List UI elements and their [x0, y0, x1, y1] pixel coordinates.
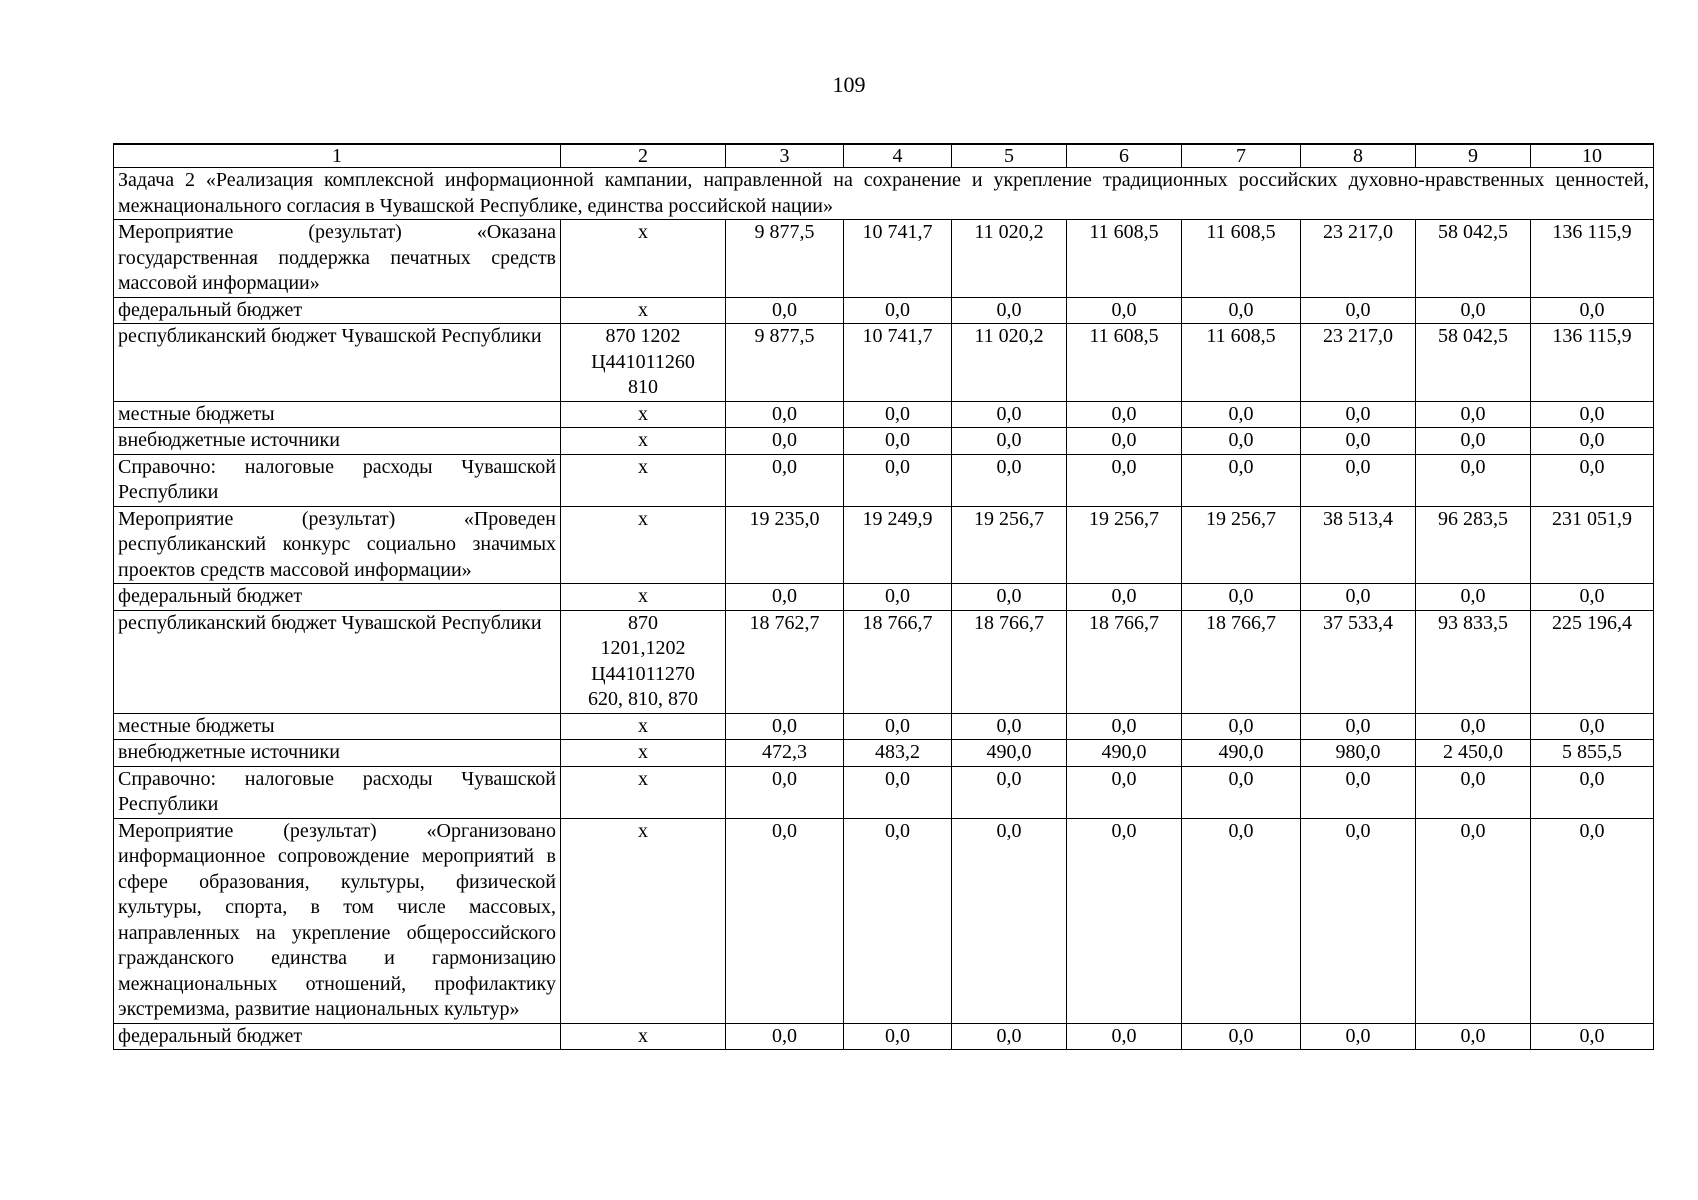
table-row: [114, 1023, 1654, 1050]
value-cell: 483,2: [844, 740, 952, 767]
value-cell: 58 042,5: [1416, 220, 1531, 298]
budget-code: [561, 713, 726, 740]
value-cell: 0,0: [726, 454, 844, 506]
row-name: Справочно: налоговые расходы Чувашской Республики: [114, 766, 561, 818]
value-cell: 0,0: [1182, 428, 1301, 455]
budget-code-line: х: [638, 819, 648, 842]
row-name: местные бюджеты: [114, 401, 561, 428]
row-name: Мероприятие (результат) «Оказана государственная поддержка печатных средств массовой информации»: [114, 220, 561, 298]
value-cell: 0,0: [1067, 766, 1182, 818]
value-cell: 0,0: [1182, 401, 1301, 428]
value-cell: 980,0: [1301, 740, 1416, 767]
value-cell: 18 766,7: [1182, 610, 1301, 713]
value-cell: 0,0: [726, 818, 844, 1023]
page-number: 109: [832, 72, 866, 97]
value-cell: 0,0: [844, 428, 952, 455]
value-cell: 19 249,9: [844, 506, 952, 584]
budget-code-line: х: [638, 507, 648, 530]
budget-code-line: х: [638, 767, 648, 790]
value-cell: 0,0: [1531, 401, 1654, 428]
row-name: Мероприятие (результат) «Организовано информационное сопровождение мероприятий в сфере образования, культуры, физической культуры, спорта, в том числе массовых, направленных на укрепление общероссийского гражданского единства и гармонизацию межнациональных отношений, профилактику экстремизма, развитие национальных культур»: [114, 818, 561, 1023]
value-cell: 38 513,4: [1301, 506, 1416, 584]
row-name: федеральный бюджет: [114, 297, 561, 324]
table-row: [114, 610, 1654, 713]
budget-code: [561, 818, 726, 1023]
value-cell: 136 115,9: [1531, 324, 1654, 402]
value-cell: 0,0: [1416, 401, 1531, 428]
value-cell: 0,0: [844, 713, 952, 740]
value-cell: 19 235,0: [726, 506, 844, 584]
value-cell: 0,0: [1067, 1023, 1182, 1050]
budget-code-line: х: [638, 429, 648, 451]
value-cell: 18 766,7: [1067, 610, 1182, 713]
column-number: 6: [1067, 144, 1182, 168]
value-cell: 0,0: [1301, 428, 1416, 455]
value-cell: 0,0: [1301, 297, 1416, 324]
value-cell: 0,0: [1531, 454, 1654, 506]
budget-code-line: х: [638, 714, 648, 737]
value-cell: 10 741,7: [844, 324, 952, 402]
value-cell: 0,0: [1182, 713, 1301, 740]
value-cell: 0,0: [952, 766, 1067, 818]
value-cell: 0,0: [1067, 818, 1182, 1023]
budget-code-line: 870: [628, 611, 658, 634]
row-name: республиканский бюджет Чувашской Республики: [114, 324, 561, 402]
value-cell: 11 020,2: [952, 324, 1067, 402]
value-cell: 0,0: [726, 1023, 844, 1050]
value-cell: 11 608,5: [1067, 220, 1182, 298]
budget-code: [561, 766, 726, 818]
budget-code: [561, 324, 726, 402]
budget-code-line: х: [638, 402, 648, 425]
table-row: [114, 818, 1654, 1023]
value-cell: 231 051,9: [1531, 506, 1654, 584]
budget-code-line: 810: [628, 376, 658, 398]
value-cell: 490,0: [952, 740, 1067, 767]
value-cell: 0,0: [1301, 401, 1416, 428]
value-cell: 0,0: [1416, 584, 1531, 611]
value-cell: 0,0: [1301, 713, 1416, 740]
column-number: 7: [1182, 144, 1301, 168]
value-cell: 0,0: [952, 428, 1067, 455]
value-cell: 0,0: [952, 297, 1067, 324]
value-cell: 37 533,4: [1301, 610, 1416, 713]
budget-code: [561, 506, 726, 584]
row-name: Справочно: налоговые расходы Чувашской Республики: [114, 454, 561, 506]
value-cell: 0,0: [1182, 766, 1301, 818]
value-cell: 0,0: [952, 713, 1067, 740]
value-cell: 0,0: [1182, 818, 1301, 1023]
value-cell: 0,0: [952, 584, 1067, 611]
value-cell: 11 608,5: [1067, 324, 1182, 402]
value-cell: 0,0: [1416, 713, 1531, 740]
value-cell: 0,0: [1416, 766, 1531, 818]
task-heading: Задача 2 «Реализация комплексной информационной кампании, направленной на сохранение и укрепление традиционных российских духовно-нравственных ценностей, межнационального согласия в Чувашской Республике, единства российской нации»: [114, 168, 1654, 220]
budget-code-line: Ц441011270: [591, 662, 695, 685]
budget-code-line: 870 1202: [605, 325, 681, 347]
budget-code: [561, 297, 726, 324]
row-name: местные бюджеты: [114, 713, 561, 740]
value-cell: 0,0: [844, 454, 952, 506]
value-cell: 0,0: [1067, 454, 1182, 506]
budget-code-line: х: [638, 455, 648, 478]
value-cell: 225 196,4: [1531, 610, 1654, 713]
row-name: федеральный бюджет: [114, 1023, 561, 1050]
value-cell: 2 450,0: [1416, 740, 1531, 767]
value-cell: 490,0: [1067, 740, 1182, 767]
value-cell: 23 217,0: [1301, 220, 1416, 298]
value-cell: 0,0: [1416, 1023, 1531, 1050]
value-cell: 0,0: [1182, 584, 1301, 611]
value-cell: 19 256,7: [952, 506, 1067, 584]
budget-code-line: х: [638, 298, 648, 321]
value-cell: 0,0: [844, 818, 952, 1023]
table-row: [114, 401, 1654, 428]
budget-code-line: х: [638, 221, 648, 243]
budget-code-line: 1201,1202: [600, 637, 686, 659]
value-cell: 0,0: [844, 584, 952, 611]
value-cell: 0,0: [1416, 297, 1531, 324]
value-cell: 0,0: [726, 428, 844, 455]
value-cell: 9 877,5: [726, 324, 844, 402]
value-cell: 0,0: [1301, 454, 1416, 506]
value-cell: 0,0: [1531, 584, 1654, 611]
value-cell: 472,3: [726, 740, 844, 767]
value-cell: 18 766,7: [952, 610, 1067, 713]
column-number: 10: [1531, 144, 1654, 168]
value-cell: 0,0: [726, 401, 844, 428]
value-cell: 0,0: [952, 818, 1067, 1023]
value-cell: 0,0: [726, 713, 844, 740]
table-row: [114, 766, 1654, 818]
value-cell: 0,0: [1531, 1023, 1654, 1050]
table-row: [114, 713, 1654, 740]
table-row: [114, 297, 1654, 324]
value-cell: 0,0: [1067, 584, 1182, 611]
value-cell: 0,0: [1416, 454, 1531, 506]
value-cell: 0,0: [726, 766, 844, 818]
column-number-row: [114, 144, 1654, 168]
value-cell: 11 608,5: [1182, 220, 1301, 298]
budget-code: [561, 401, 726, 428]
column-number: 5: [952, 144, 1067, 168]
value-cell: 0,0: [1416, 818, 1531, 1023]
table-row: [114, 220, 1654, 298]
value-cell: 58 042,5: [1416, 324, 1531, 402]
table-row: [114, 584, 1654, 611]
value-cell: 0,0: [844, 1023, 952, 1050]
value-cell: 9 877,5: [726, 220, 844, 298]
value-cell: 0,0: [1301, 766, 1416, 818]
task-row: [114, 168, 1654, 220]
value-cell: 0,0: [726, 297, 844, 324]
value-cell: 0,0: [1416, 428, 1531, 455]
value-cell: 18 762,7: [726, 610, 844, 713]
value-cell: 96 283,5: [1416, 506, 1531, 584]
table-row: [114, 428, 1654, 455]
value-cell: 23 217,0: [1301, 324, 1416, 402]
value-cell: 18 766,7: [844, 610, 952, 713]
value-cell: 0,0: [1301, 584, 1416, 611]
value-cell: 0,0: [1531, 428, 1654, 455]
value-cell: 0,0: [844, 766, 952, 818]
value-cell: 0,0: [1067, 713, 1182, 740]
row-name: республиканский бюджет Чувашской Республики: [114, 610, 561, 713]
budget-code: [561, 584, 726, 611]
value-cell: 10 741,7: [844, 220, 952, 298]
budget-code: [561, 428, 726, 455]
budget-code-line: х: [638, 585, 648, 607]
value-cell: 0,0: [1301, 1023, 1416, 1050]
value-cell: 0,0: [1067, 401, 1182, 428]
budget-code-line: Ц441011260: [591, 350, 695, 373]
value-cell: 136 115,9: [1531, 220, 1654, 298]
table-row: [114, 740, 1654, 767]
value-cell: 0,0: [1067, 428, 1182, 455]
value-cell: 19 256,7: [1182, 506, 1301, 584]
value-cell: 0,0: [1531, 766, 1654, 818]
column-number: 8: [1301, 144, 1416, 168]
budget-code: [561, 740, 726, 767]
value-cell: 0,0: [952, 401, 1067, 428]
value-cell: 0,0: [1531, 297, 1654, 324]
column-number: 3: [726, 144, 844, 168]
row-name: Мероприятие (результат) «Проведен республиканский конкурс социально значимых проектов средств массовой информации»: [114, 506, 561, 584]
value-cell: 19 256,7: [1067, 506, 1182, 584]
column-number: 9: [1416, 144, 1531, 168]
budget-code: [561, 454, 726, 506]
value-cell: 0,0: [1531, 713, 1654, 740]
row-name: федеральный бюджет: [114, 584, 561, 611]
table-row: [114, 324, 1654, 402]
table-row: [114, 454, 1654, 506]
value-cell: 0,0: [1301, 818, 1416, 1023]
value-cell: 5 855,5: [1531, 740, 1654, 767]
budget-code-line: 620, 810, 870: [588, 688, 698, 710]
value-cell: 0,0: [1531, 818, 1654, 1023]
value-cell: 0,0: [1182, 297, 1301, 324]
value-cell: 0,0: [1182, 1023, 1301, 1050]
value-cell: 11 608,5: [1182, 324, 1301, 402]
value-cell: 0,0: [1182, 454, 1301, 506]
budget-code: [561, 220, 726, 298]
value-cell: 0,0: [726, 584, 844, 611]
value-cell: 0,0: [952, 1023, 1067, 1050]
table-row: [114, 506, 1654, 584]
row-name: внебюджетные источники: [114, 740, 561, 767]
value-cell: 0,0: [952, 454, 1067, 506]
column-number: 2: [561, 144, 726, 168]
budget-table: [113, 143, 1654, 1050]
value-cell: 490,0: [1182, 740, 1301, 767]
value-cell: 93 833,5: [1416, 610, 1531, 713]
budget-code: [561, 610, 726, 713]
budget-code-line: х: [638, 741, 648, 763]
value-cell: 11 020,2: [952, 220, 1067, 298]
column-number: 1: [114, 144, 561, 168]
row-name: внебюджетные источники: [114, 428, 561, 455]
value-cell: 0,0: [1067, 297, 1182, 324]
value-cell: 0,0: [844, 297, 952, 324]
value-cell: 0,0: [844, 401, 952, 428]
budget-code: [561, 1023, 726, 1050]
budget-code-line: х: [638, 1024, 648, 1047]
column-number: 4: [844, 144, 952, 168]
